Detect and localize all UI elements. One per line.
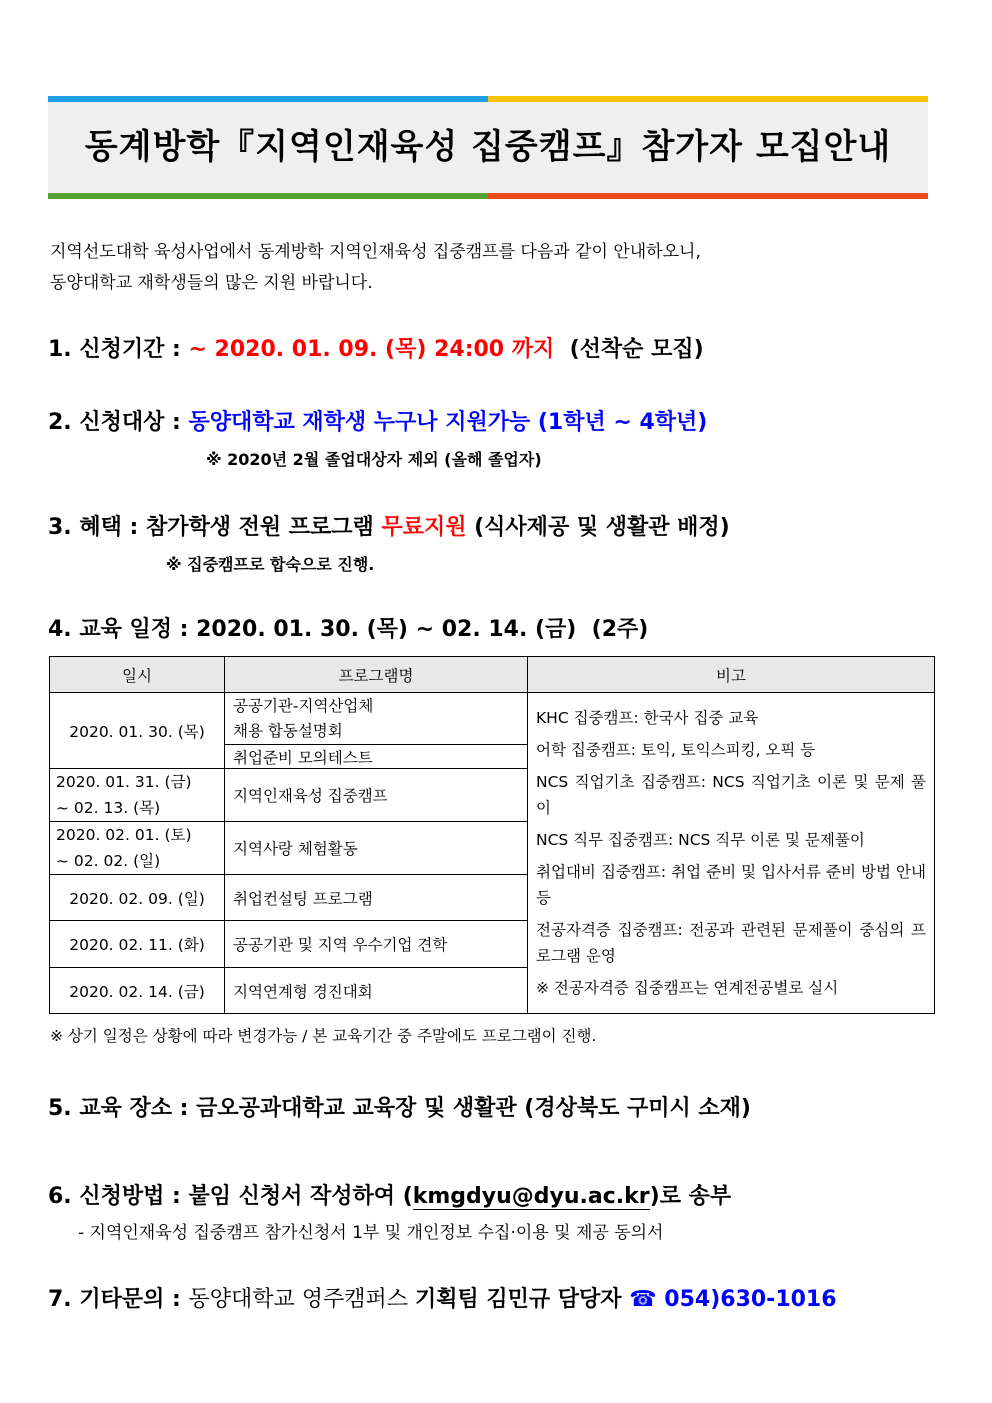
note-line: 취업대비 집중캠프: 취업 준비 및 입사서류 준비 방법 안내 등 — [536, 863, 926, 907]
row-program: 지역연계형 경진대회 — [225, 968, 528, 1014]
date-start: 2020. 01. 31. (금) — [56, 773, 192, 791]
section-schedule: 4. 교육 일정 : 2020. 01. 30. (목) ~ 02. 14. (금) (2주) — [48, 617, 649, 642]
eligibility-value: 동양대학교 재학생 누구나 지원가능 (1학년 ~ 4학년) — [188, 410, 708, 435]
application-period-label: 1. 신청기간 : — [48, 337, 189, 362]
application-period-value: ~ 2020. 01. 09. (목) 24:00 까지 — [188, 337, 555, 362]
note-line: KHC 집중캠프: 한국사 집중 교육 — [536, 709, 759, 727]
method-after: )로 송부 — [649, 1184, 732, 1209]
row-date: 2020. 01. 30. (목) — [50, 693, 225, 769]
section-contact — [48, 1282, 837, 1313]
eligibility-label: 2. 신청대상 : — [48, 410, 189, 435]
attachment-note: - 지역인재육성 집중캠프 참가신청서 1부 및 개인정보 수집·이용 및 제공 동의서 — [78, 1223, 664, 1243]
intro-line-2: 동양대학교 재학생들의 많은 지원 바랍니다. — [50, 273, 373, 293]
schedule-footnote: ※ 상기 일정은 상황에 따라 변경가능 / 본 교육기간 중 주말에도 프로그램이 진행. — [50, 1027, 597, 1045]
contact-email-link[interactable]: kmgdyu@dyu.ac.kr — [412, 1184, 650, 1209]
benefits-label: 3. 혜택 : 참가학생 전원 프로그램 — [48, 515, 382, 540]
section-eligibility — [48, 405, 707, 436]
page-title: 동계방학『지역인재육성 집중캠프』참가자 모집안내 — [84, 127, 892, 167]
row-program: 공공기관 및 지역 우수기업 견학 — [225, 921, 528, 968]
note-line: 전공자격증 집중캠프: 전공과 관련된 문제풀이 중심의 프로그램 운영 — [536, 921, 926, 965]
section-benefits — [48, 510, 730, 541]
date-end: ~ 02. 13. (목) — [56, 799, 161, 817]
row-program — [225, 693, 528, 745]
header-note: 비고 — [528, 657, 935, 693]
date-start: 2020. 02. 01. (토) — [56, 826, 192, 844]
schedule-table — [49, 656, 935, 1014]
section-location: 5. 교육 장소 : 금오공과대학교 교육장 및 생활관 (경상북도 구미시 소재) — [48, 1096, 751, 1121]
benefits-note: ※ 집중캠프로 합숙으로 진행. — [166, 555, 375, 574]
row-date — [50, 822, 225, 875]
row-program: 취업컨설팅 프로그램 — [225, 875, 528, 921]
header-date: 일시 — [50, 657, 225, 693]
contact-org: 동양대학교 영주캠퍼스 — [188, 1287, 415, 1312]
note-line: NCS 직업기초 집중캠프: NCS 직업기초 이론 및 문제 풀이 — [536, 773, 926, 817]
program-line: 공공기관-지역산업체 — [233, 697, 374, 715]
section-application-method — [48, 1179, 731, 1210]
title-bottom-bar — [48, 193, 928, 199]
row-program: 지역사랑 체험활동 — [225, 822, 528, 875]
bottom-bar-red — [488, 193, 928, 199]
notes-cell — [528, 693, 935, 1014]
contact-person: 기획팀 김민규 담당자 — [414, 1287, 630, 1312]
note-line: 어학 집중캠프: 토익, 토익스피킹, 오픽 등 — [536, 741, 816, 759]
note-line: NCS 직무 집중캠프: NCS 직무 이론 및 문제풀이 — [536, 831, 865, 849]
method-label: 6. 신청방법 : 붙임 신청서 작성하여 ( — [48, 1184, 413, 1209]
row-date: 2020. 02. 09. (일) — [50, 875, 225, 921]
program-line: 채용 합동설명회 — [233, 722, 343, 740]
eligibility-note: ※ 2020년 2월 졸업대상자 제외 (올해 졸업자) — [206, 450, 542, 469]
date-end: ~ 02. 02. (일) — [56, 852, 161, 870]
application-period-extra: (선착순 모집) — [554, 337, 704, 362]
note-line: ※ 전공자격증 집중캠프는 연계전공별로 실시 — [536, 979, 839, 997]
header-program: 프로그램명 — [225, 657, 528, 693]
row-date — [50, 769, 225, 822]
row-date: 2020. 02. 14. (금) — [50, 968, 225, 1014]
contact-phone: ☎ 054)630-1016 — [629, 1287, 837, 1312]
intro-line-1: 지역선도대학 육성사업에서 동계방학 지역인재육성 집중캠프를 다음과 같이 안내하오니, — [50, 242, 701, 262]
benefits-extra: (식사제공 및 생활관 배정) — [466, 515, 730, 540]
bottom-bar-green — [48, 193, 488, 199]
row-date: 2020. 02. 11. (화) — [50, 921, 225, 968]
table-header-row — [50, 657, 935, 693]
table-row — [50, 693, 935, 745]
intro-paragraph — [50, 237, 701, 299]
row-program: 취업준비 모의테스트 — [225, 745, 528, 769]
benefits-value: 무료지원 — [381, 515, 467, 540]
section-application-period — [48, 332, 704, 363]
title-banner — [48, 96, 928, 199]
contact-label: 7. 기타문의 : — [48, 1287, 189, 1312]
row-program: 지역인재육성 집중캠프 — [225, 769, 528, 822]
